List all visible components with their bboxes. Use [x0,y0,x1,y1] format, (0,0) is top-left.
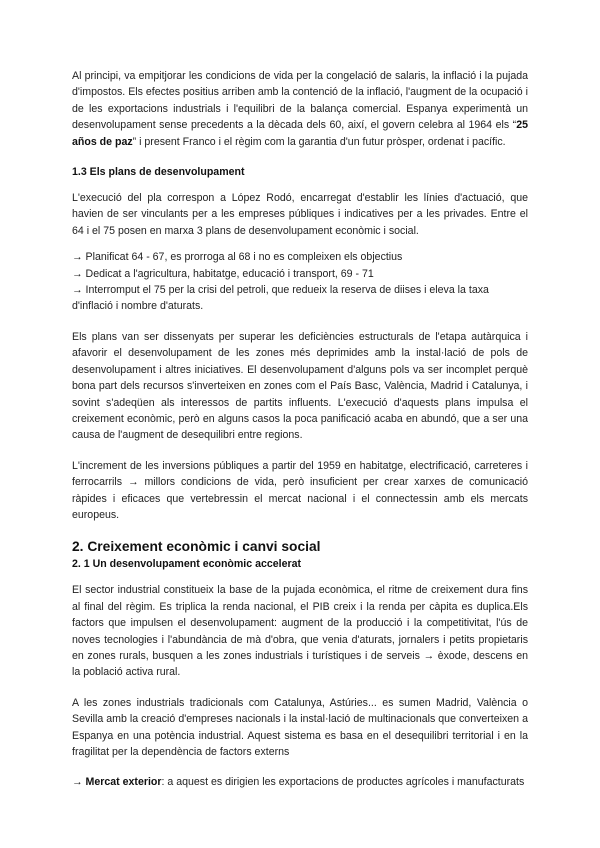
document-page [72,68,528,791]
arrow-text: → [72,776,86,789]
section-heading-2-1: 2. 1 Un desenvolupament econòmic accelerat [72,558,302,571]
list-item: → Planificat 64 - 67, es prorroga al 68 i no es compleixen els objectius [72,251,403,264]
plans-list [72,249,528,315]
deficiencies-paragraph: Els plans van ser dissenyats per superar les deficiències estructurals de l'etapa autàrquica i afavorir el desenvolupament de les zones més deprimides amb la instal·lació de pols de desenvolupament i altres iniciatives. El desenvolupament d'alguns pols va ser incomplet perquè bona part dels recursos s'inverteixen en zones com el País Basc, València, Madrid i Catalunya, i sovint s'adeqüen als interessos de partits influents. L'execució d'aquests plans impulsa el creixement econòmic, però en alguns casos la poca panificació acaba en abundó, que a ser una causa de l'augment de desequilibri entre regions. [72,330,528,442]
exterior-market-bold: Mercat exterior [85,776,162,789]
list-item: → Dedicat a l'agricultura, habitatge, educació i transport, 69 - 71 [72,267,374,280]
plans-paragraph: L'execució del pla correspon a López Rodó, encarregat d'establir les línies d'actuació, que havien de ser vinculants per a les empreses públiques i indicatives per a les privades. Entre el 64 i el 75 posen en marxa 3 plans de desenvolupament econòmic i social. [72,192,528,237]
intro-text-end: ” i present Franco i el règim com la garantia d'un futur pròsper, ordenat i pacífic. [132,135,506,148]
list-item: → Interromput el 75 per la crisi del petroli, que redueix la reserva de diises i eleva la taxa d'inflació i nombre d'aturats. [72,284,489,313]
intro-bold-phrase: 25 años de paz [72,119,528,148]
exterior-market-text: : a aquest es dirigien les exportacions de productes agrícoles i manufacturats [161,776,525,789]
investments-paragraph: L'increment de les inversions públiques a partir del 1959 en habitatge, electrificació, carreteres i ferrocarrils → millors condicions de vida, però insuficient per crear xarxes de comunicació ràpides i eficaces que vertebressin el mercat nacional i el connectessin amb els mercats europeus. [72,459,528,521]
zones-paragraph: A les zones industrials tradicionals com Catalunya, Astúries... es sumen Madrid, València o Sevilla amb la creació d'empreses nacionals i la instal·lació de multinacionals que converteixen a Espanya en una potència industrial. Aquest sistema es basa en el desequilibri territorial i en la fragilitat per la dependència de factors externs [72,696,528,758]
intro-text: Al principi, va empitjorar les condicions de vida per la congelació de salaris, la inflació i la pujada d'impostos. Els efectes positius arriben amb la contenció de la inflació, l'augment de la ocupació i de les exportacions industrials i l'equilibri de la balança comercial. Espanya experimentà un desenvolupament sense precedents a la dècada dels 60, així, el govern celebra al 1964 els “ [72,70,528,132]
intro-paragraph [72,68,528,150]
section-heading-2: 2. Creixement econòmic i canvi social [72,539,321,555]
industrial-paragraph: El sector industrial constitueix la base de la pujada econòmica, el ritme de creixement dura fins al final del règim. Es triplica la renda nacional, el PIB creix i la renda per càpita es duplica.Els factors que impulsen el desenvolupament: augment de la producció i la competitivitat, l'ús de noves tecnologies i l'abundància de mà d'obra, que venia d'aturats, jornalers i petits propietaris en zones rurals, busquen a les zones industrials i turístiques i de serveis → èxode, descens en la població activa rural. [72,584,528,679]
exterior-market-paragraph [72,774,528,790]
section-heading-1-3: 1.3 Els plans de desenvolupament [72,166,245,179]
